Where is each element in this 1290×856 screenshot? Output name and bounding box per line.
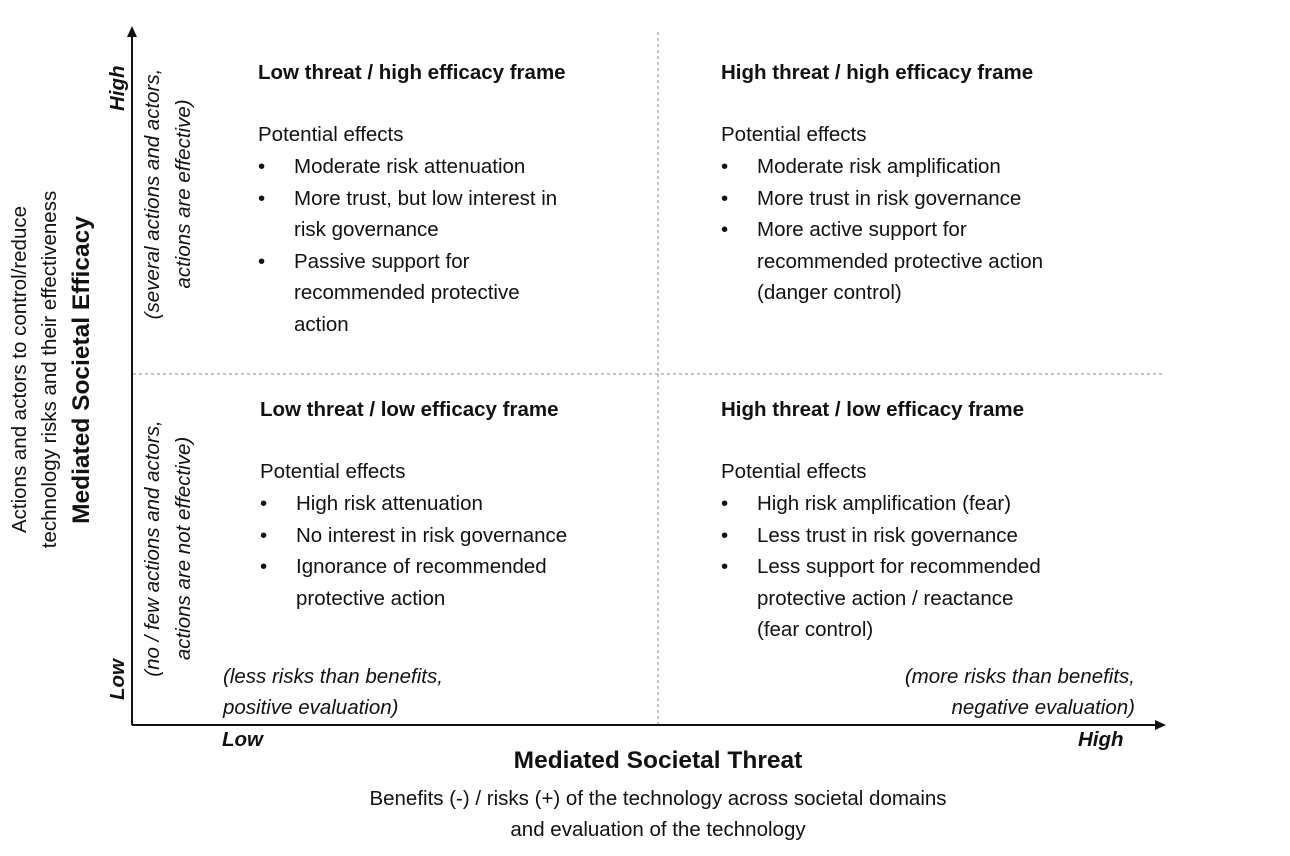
list-item: • High risk attenuation: [260, 488, 567, 520]
list-item: • More trust, but low interest in risk governance: [258, 183, 557, 246]
y-axis-description: Actions and actors to control/reduce technology risks and their effectiveness: [8, 190, 61, 549]
quadrant-tl-title: Low threat / high efficacy frame: [258, 61, 566, 84]
x-axis-title: Mediated Societal Threat: [513, 747, 803, 774]
list-item: • More trust in risk governance: [721, 183, 1043, 215]
quadrant-tl-heading: Potential effects: [258, 123, 404, 146]
list-item: • No interest in risk governance: [260, 520, 567, 552]
y-axis-arrowhead: [127, 26, 137, 37]
x-axis-high-label: High: [1078, 728, 1124, 751]
y-axis-title: Mediated Societal Efficacy: [68, 216, 95, 524]
quadrant-bl-bullets: [260, 488, 567, 614]
quadrant-br-title: High threat / low efficacy frame: [721, 398, 1025, 421]
list-item: • Less support for recommended protective action / reactance (fear control): [721, 551, 1041, 646]
quadrant-bl-heading: Potential effects: [260, 460, 406, 483]
quadrant-br-bullets: [721, 488, 1041, 646]
y-axis-low-label: Low: [106, 659, 129, 700]
y-high-note: (several actions and actors, actions are effective): [141, 68, 195, 320]
y-low-note: (no / few actions and actors, actions are not effective): [141, 420, 195, 677]
quadrant-tr-bullets: [721, 151, 1043, 309]
x-axis-arrowhead: [1155, 720, 1166, 730]
y-axis-high-label: High: [106, 65, 129, 111]
list-item: • Moderate risk amplification: [721, 151, 1043, 183]
x-axis-description: Benefits (-) / risks (+) of the technology across societal domains and evaluation of the technology: [369, 787, 947, 841]
list-item: • Ignorance of recommended protective action: [260, 551, 567, 614]
quadrant-bl-title: Low threat / low efficacy frame: [260, 398, 559, 421]
list-item: • More active support for recommended protective action (danger control): [721, 214, 1043, 309]
quadrant-br-heading: Potential effects: [721, 460, 867, 483]
list-item: • Moderate risk attenuation: [258, 151, 557, 183]
list-item: • High risk amplification (fear): [721, 488, 1041, 520]
list-item: • Passive support for recommended protective action: [258, 246, 557, 341]
quadrant-tl-bullets: [258, 151, 557, 340]
quadrant-tr-title: High threat / high efficacy frame: [721, 61, 1034, 84]
x-high-note: (more risks than benefits, negative evaluation): [904, 665, 1135, 719]
quadrant-tr-heading: Potential effects: [721, 123, 867, 146]
x-axis-low-label: Low: [222, 728, 263, 751]
list-item: • Less trust in risk governance: [721, 520, 1041, 552]
x-low-note: (less risks than benefits, positive evaluation): [223, 665, 443, 719]
